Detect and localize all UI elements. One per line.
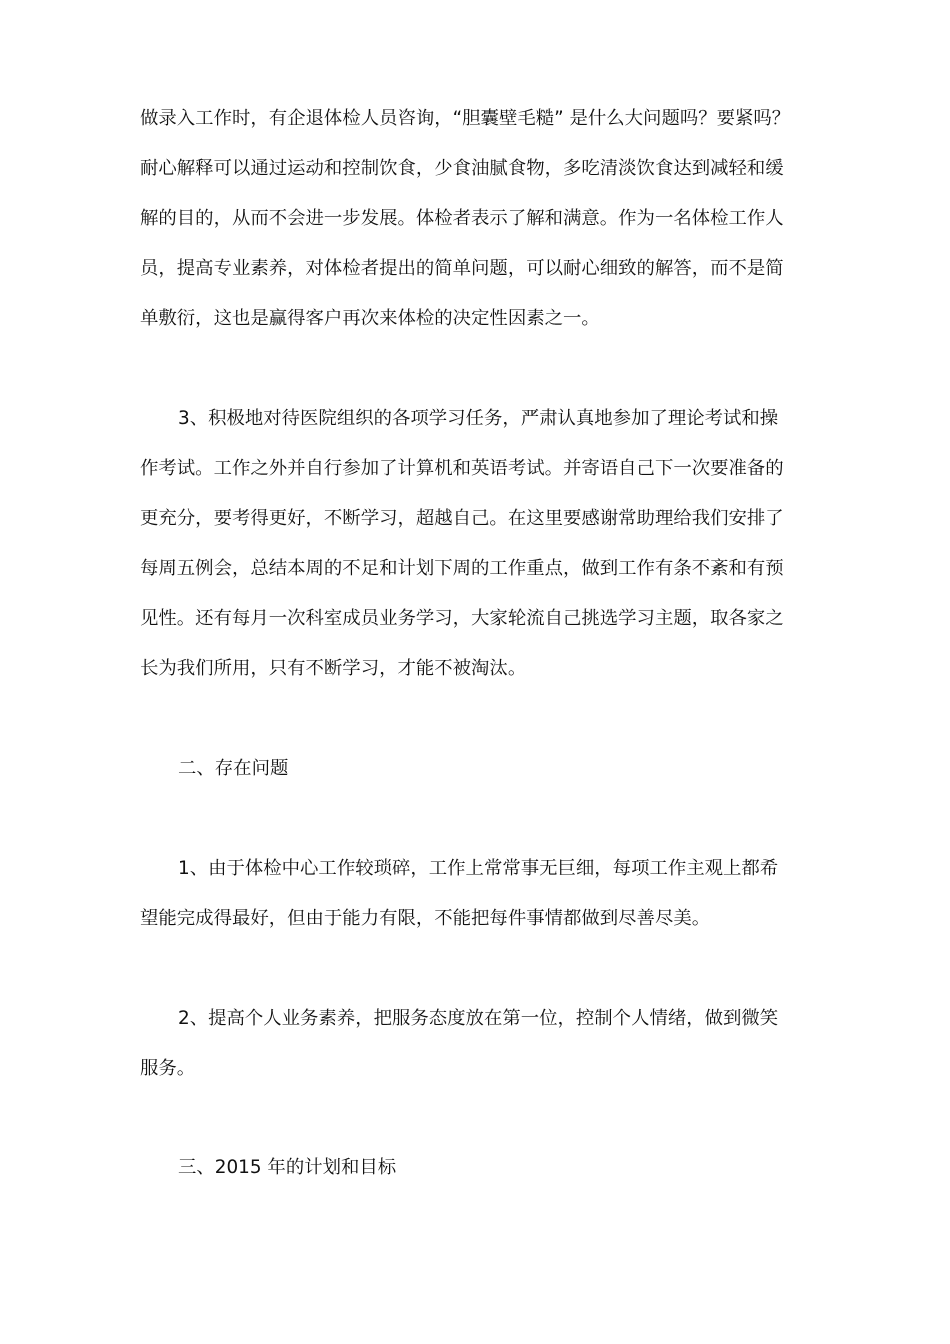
paragraph-line: 更充分，要考得更好，不断学习，超越自己。在这里要感谢常助理给我们安排了 bbox=[140, 508, 784, 529]
paragraph-line: 作考试。工作之外并自行参加了计算机和英语考试。并寄语自己下一次要准备的 bbox=[140, 458, 784, 479]
paragraph-line: 员，提高专业素养，对体检者提出的简单问题，可以耐心细致的解答，而不是简 bbox=[140, 258, 784, 279]
paragraph-line: 2、提高个人业务素养，把服务态度放在第一位，控制个人情绪，做到微笑 bbox=[178, 1008, 779, 1029]
paragraph-line: 望能完成得最好，但由于能力有限，不能把每件事情都做到尽善尽美。 bbox=[140, 908, 711, 929]
paragraph-line: 解的目的，从而不会进一步发展。体检者表示了解和满意。作为一名体检工作人 bbox=[140, 208, 784, 229]
paragraph-line: 单敷衍，这也是赢得客户再次来体检的决定性因素之一。 bbox=[140, 308, 600, 329]
section-heading: 三、2015 年的计划和目标 bbox=[178, 1157, 397, 1178]
paragraph-line: 做录入工作时，有企退体检人员咨询，“胆囊壁毛糙” 是什么大问题吗？要紧吗？ bbox=[140, 108, 791, 129]
paragraph-line: 每周五例会，总结本周的不足和计划下周的工作重点，做到工作有条不紊和有预 bbox=[140, 558, 784, 579]
paragraph-line: 长为我们所用，只有不断学习，才能不被淘汰。 bbox=[140, 658, 527, 679]
paragraph-line: 耐心解释可以通过运动和控制饮食，少食油腻食物，多吃清淡饮食达到减轻和缓 bbox=[140, 158, 784, 179]
paragraph-line: 服务。 bbox=[140, 1058, 196, 1079]
paragraph-line: 见性。还有每月一次科室成员业务学习，大家轮流自己挑选学习主题，取各家之 bbox=[140, 608, 784, 629]
paragraph-line: 1、由于体检中心工作较琐碎，工作上常常事无巨细，每项工作主观上都希 bbox=[178, 858, 779, 879]
paragraph-line: 3、积极地对待医院组织的各项学习任务，严肃认真地参加了理论考试和操 bbox=[178, 408, 779, 429]
section-heading: 二、存在问题 bbox=[178, 758, 289, 779]
